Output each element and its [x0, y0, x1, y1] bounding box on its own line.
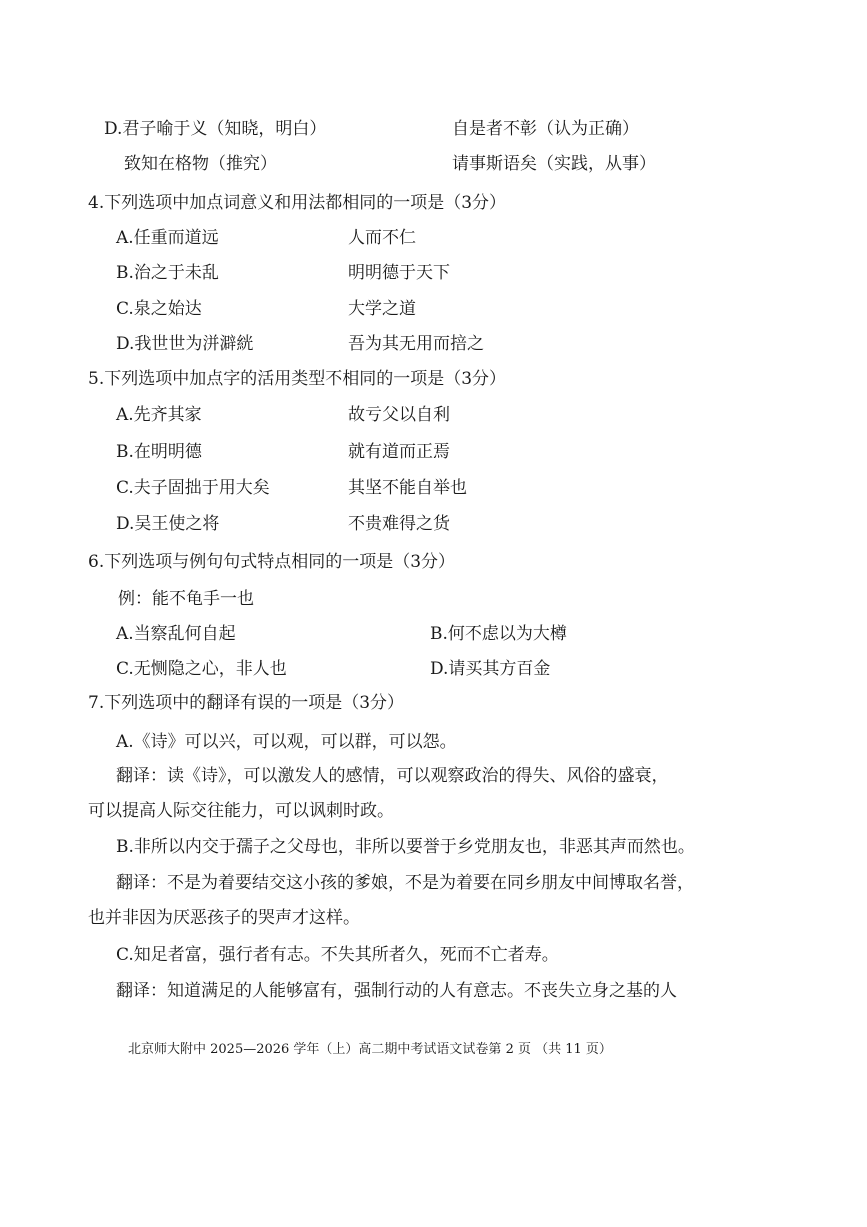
- q3-option-d-right2: 请事斯语矣（实践，从事）: [452, 154, 656, 174]
- q4-stem: 4.下列选项中加点词意义和用法都相同的一项是（3分）: [88, 193, 507, 213]
- q4-option-a-left: A.任重而道远: [116, 228, 219, 248]
- q5-option-c-left: C.夫子固拙于用大矣: [116, 478, 270, 498]
- q5-option-b-right: 就有道而正焉: [348, 442, 450, 462]
- q5-option-a-right: 故亏父以自利: [348, 405, 450, 425]
- q5-option-d-left: D.吴王使之将: [116, 514, 220, 534]
- q7-line: 也并非因为厌恶孩子的哭声才这样。: [88, 908, 360, 928]
- q7-line: A.《诗》可以兴，可以观，可以群，可以怨。: [116, 732, 457, 752]
- q3-option-d-left2: 致知在格物（推究）: [124, 154, 277, 174]
- q5-option-d-right: 不贵难得之货: [348, 514, 450, 534]
- q7-line: 翻译：知道满足的人能够富有，强制行动的人有意志。不丧失立身之基的人: [116, 981, 677, 1001]
- page-footer: 北京师大附中 2025—2026 学年（上）高二期中考试语文试卷第 2 页 （共 11 页）: [128, 1042, 612, 1057]
- q7-stem: 7.下列选项中的翻译有误的一项是（3分）: [88, 693, 405, 713]
- q4-option-c-left: C.泉之始达: [116, 299, 202, 319]
- q7-line: 可以提高人际交往能力，可以讽刺时政。: [88, 801, 394, 821]
- q6-option-b: B.何不虑以为大樽: [430, 624, 567, 644]
- q6-stem: 6.下列选项与例句句式特点相同的一项是（3分）: [88, 552, 456, 572]
- q7-line: 翻译：读《诗》，可以激发人的感情，可以观察政治的得失、风俗的盛衰，: [116, 766, 669, 786]
- q3-option-d-left1: D.君子喻于义（知晓，明白）: [104, 119, 327, 139]
- q6-option-c: C.无恻隐之心，非人也: [116, 659, 287, 679]
- q4-option-b-right: 明明德于天下: [348, 263, 450, 283]
- q4-option-b-left: B.治之于未乱: [116, 263, 219, 283]
- q5-option-b-left: B.在明明德: [116, 442, 202, 462]
- q4-option-c-right: 大学之道: [348, 299, 416, 319]
- q5-option-c-right: 其坚不能自举也: [348, 478, 467, 498]
- q7-line: C.知足者富，强行者有志。不失其所者久，死而不亡者寿。: [116, 945, 559, 965]
- q4-option-a-right: 人而不仁: [348, 228, 416, 248]
- q5-stem: 5.下列选项中加点字的活用类型不相同的一项是（3分）: [88, 369, 507, 389]
- q6-option-d: D.请买其方百金: [430, 659, 551, 679]
- q3-option-d-right1: 自是者不彰（认为正确）: [452, 119, 639, 139]
- q7-line: 翻译：不是为着要结交这小孩的爹娘，不是为着要在同乡朋友中间博取名誉，: [116, 873, 694, 893]
- q4-option-d-right: 吾为其无用而掊之: [348, 334, 484, 354]
- q5-option-a-left: A.先齐其家: [116, 405, 202, 425]
- q7-line: B.非所以内交于孺子之父母也，非所以要誉于乡党朋友也，非恶其声而然也。: [116, 837, 695, 857]
- q4-option-d-left: D.我世世为洴澼絖: [116, 334, 254, 354]
- q6-example: 例：能不龟手一也: [118, 589, 254, 609]
- q6-option-a: A.当察乱何自起: [116, 624, 236, 644]
